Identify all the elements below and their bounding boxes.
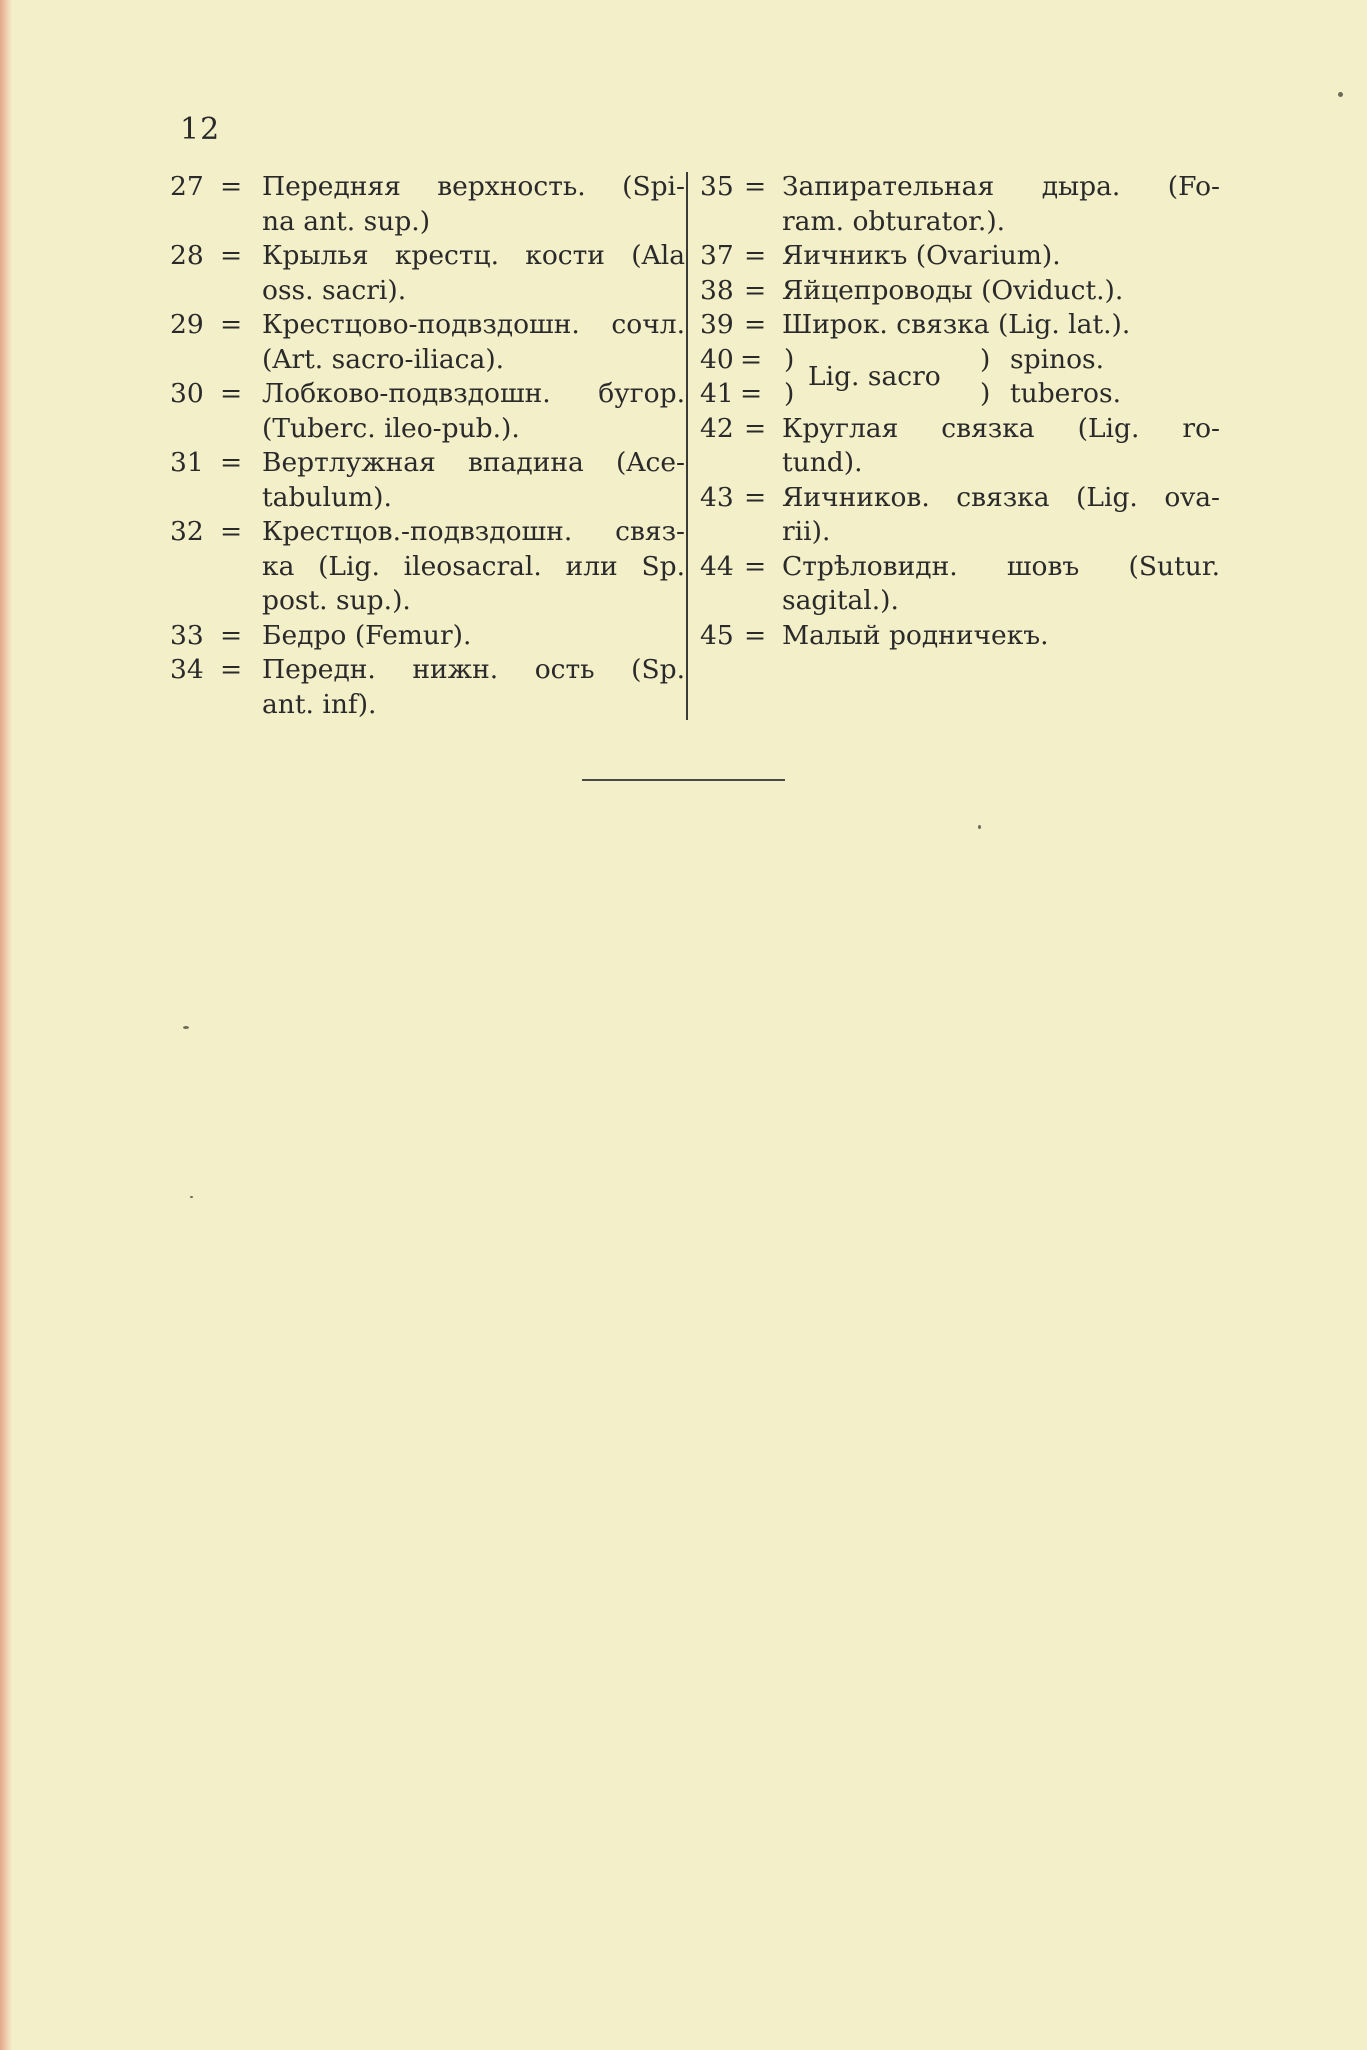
- section-rule: [582, 779, 785, 781]
- list-item: [170, 653, 685, 722]
- entry-text: Вертлужная впадина (Ace-: [262, 447, 685, 478]
- equals-sign: =: [740, 377, 763, 409]
- entry-number: 45: [700, 619, 734, 651]
- entry-text-cont: post. sup.).: [262, 585, 411, 616]
- entry-number: 44: [700, 550, 734, 582]
- entry-text: Запирательная дыра. (Fo-: [782, 171, 1220, 202]
- equals-sign: =: [220, 378, 243, 409]
- entry-number: 33: [170, 619, 204, 651]
- equals-sign: =: [744, 274, 767, 306]
- list-item: [170, 515, 685, 619]
- list-item: [170, 308, 685, 377]
- entry-text-cont: (Art. sacro-iliaca).: [262, 343, 505, 375]
- entry-text: Широк. связка (Lig. lat.).: [782, 309, 1131, 340]
- list-item: [700, 308, 1220, 343]
- entry-number: 34: [170, 654, 204, 685]
- entry-text: Передняя верхность. (Spi-: [262, 171, 685, 202]
- entry-text: Яичникъ (Ovarium).: [782, 240, 1061, 271]
- equals-sign: =: [744, 240, 767, 271]
- entry-text: Крестцов.-подвздошн. связ-: [262, 516, 685, 547]
- entry-text-cont: tund).: [782, 447, 863, 478]
- entry-text: Стрѣловидн. шовъ (Sutur.: [782, 550, 1220, 582]
- bracket-list-item: [700, 343, 1220, 412]
- brace-glyph: ): [980, 343, 991, 375]
- list-item: [700, 239, 1220, 274]
- entry-text: Малый родничекъ.: [782, 619, 1049, 651]
- equals-sign: =: [744, 309, 767, 340]
- column-divider: [686, 172, 688, 720]
- entry-text-cont: ка (Lig. ileosacral. или Sp.: [262, 550, 685, 582]
- paper-speck: [183, 1026, 189, 1029]
- brace-glyph: ): [784, 377, 795, 409]
- equals-sign: =: [744, 412, 767, 444]
- equals-sign: =: [744, 619, 767, 651]
- entry-text: Бедро (Femur).: [262, 619, 472, 651]
- list-item: [700, 412, 1220, 481]
- list-item: [700, 481, 1220, 550]
- entry-text-cont: na ant. sup.): [262, 205, 431, 237]
- paper-speck: [1338, 92, 1343, 97]
- entry-text-cont: oss. sacri).: [262, 274, 407, 306]
- list-item: [170, 239, 685, 308]
- entry-text: Крылья крестц. кости (Ala: [262, 240, 685, 271]
- equals-sign: =: [220, 240, 243, 271]
- list-item: [700, 619, 1220, 654]
- equals-sign: =: [220, 309, 243, 340]
- entry-text: Круглая связка (Lig. ro-: [782, 412, 1220, 444]
- entry-number: 42: [700, 412, 734, 444]
- entry-text-cont: tabulum).: [262, 481, 392, 513]
- right-column: [700, 170, 1220, 653]
- entry-text: Яйцепроводы (Oviduct.).: [782, 274, 1124, 306]
- entry-text-cont: ram. obturator.).: [782, 205, 1006, 237]
- entry-text: Крестцово-подвздошн. сочл.: [262, 309, 685, 340]
- brace-glyph: ): [784, 343, 795, 375]
- entry-number: 41: [700, 377, 734, 409]
- equals-sign: =: [740, 343, 763, 375]
- entry-text-cont: sagital.).: [782, 585, 899, 616]
- paper-speck: [190, 1196, 193, 1198]
- entry-number: 39: [700, 309, 734, 340]
- equals-sign: =: [220, 516, 243, 547]
- entry-number: 31: [170, 447, 204, 478]
- entry-text-cont: (Tuberc. ileo-pub.).: [262, 412, 520, 444]
- ligament-term: spinos.: [1010, 343, 1105, 375]
- entry-text: Лобково-подвздошн. бугор.: [262, 378, 685, 409]
- equals-sign: =: [744, 481, 767, 513]
- entry-number: 27: [170, 171, 204, 202]
- ligament-label: Lig. sacro: [808, 360, 941, 392]
- list-item: [170, 170, 685, 239]
- entry-number: 35: [700, 171, 734, 202]
- list-item: [170, 377, 685, 446]
- page-edge: [0, 0, 12, 2050]
- ligament-term: tuberos.: [1010, 377, 1122, 409]
- list-item: [170, 619, 685, 654]
- entry-number: 32: [170, 516, 204, 547]
- list-item: [700, 170, 1220, 239]
- list-item: [700, 274, 1220, 309]
- equals-sign: =: [220, 619, 243, 651]
- entry-text: Яичников. связка (Lig. ova-: [782, 481, 1220, 513]
- left-column: [170, 170, 685, 722]
- entry-number: 43: [700, 481, 734, 513]
- list-item: [170, 446, 685, 515]
- equals-sign: =: [220, 654, 243, 685]
- equals-sign: =: [220, 171, 243, 202]
- page-number: 12: [180, 112, 221, 147]
- list-item: [700, 550, 1220, 619]
- entry-number: 38: [700, 274, 734, 306]
- entry-text-cont: ant. inf).: [262, 688, 377, 720]
- entry-number: 40: [700, 343, 734, 375]
- entry-number: 37: [700, 240, 734, 271]
- entry-text: Передн. нижн. ость (Sp.: [262, 654, 685, 685]
- equals-sign: =: [220, 447, 243, 478]
- entry-number: 28: [170, 240, 204, 271]
- paper-speck: [978, 825, 981, 829]
- entry-text-cont: rii).: [782, 516, 831, 547]
- equals-sign: =: [744, 550, 767, 582]
- equals-sign: =: [744, 171, 767, 202]
- entry-number: 30: [170, 378, 204, 409]
- entry-number: 29: [170, 309, 204, 340]
- brace-glyph: ): [980, 377, 991, 409]
